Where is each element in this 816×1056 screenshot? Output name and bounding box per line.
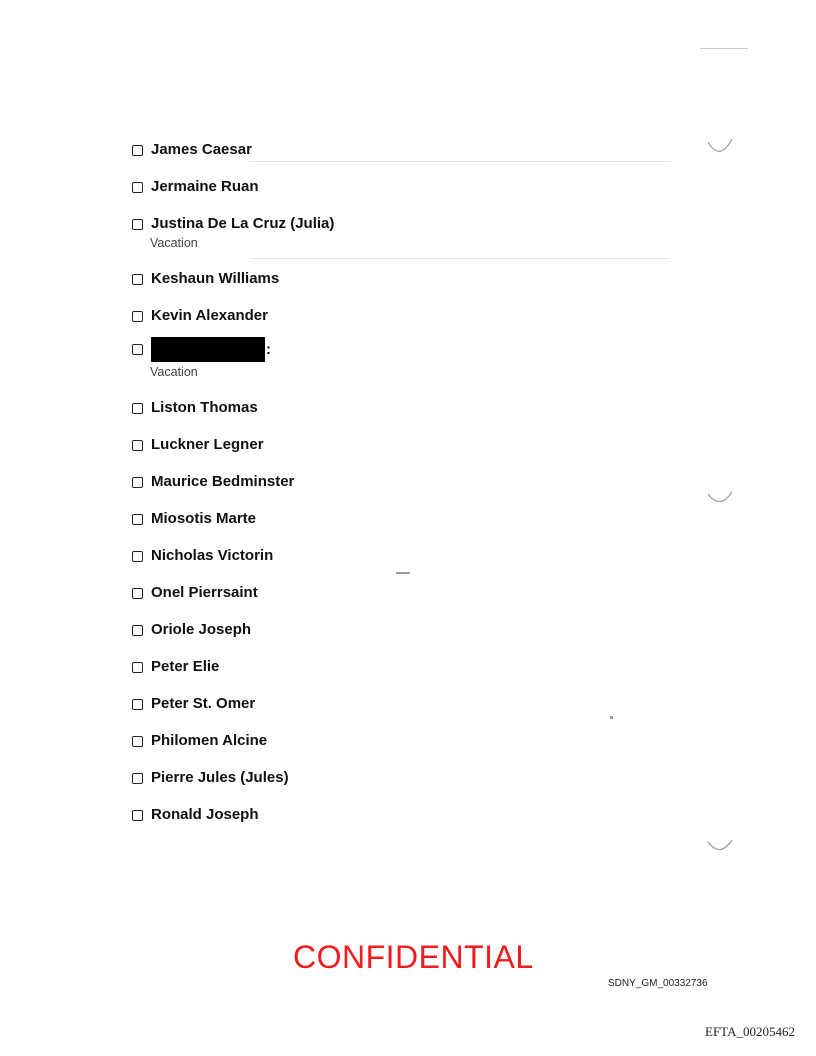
- person-name: Nicholas Victorin: [151, 547, 274, 564]
- list-item: [132, 621, 251, 639]
- checkbox[interactable]: [132, 551, 143, 562]
- checkbox[interactable]: [132, 662, 143, 673]
- person-name: Ronald Joseph: [151, 806, 259, 823]
- list-item: [132, 141, 252, 159]
- list-item: [132, 270, 279, 288]
- list-item: [132, 307, 268, 325]
- checkbox[interactable]: [132, 440, 143, 451]
- list-item: [132, 510, 256, 528]
- checkbox[interactable]: [132, 810, 143, 821]
- person-name: James Caesar: [151, 141, 252, 158]
- checkbox[interactable]: [132, 344, 143, 355]
- checkbox[interactable]: [132, 145, 143, 156]
- person-name: Oriole Joseph: [151, 621, 252, 638]
- list-item: [132, 584, 258, 602]
- redaction-box: [151, 337, 265, 362]
- list-item: [132, 769, 289, 787]
- list-item: [132, 337, 271, 380]
- name-checklist: [132, 0, 732, 1056]
- checkbox[interactable]: [132, 736, 143, 747]
- list-item: [132, 178, 259, 196]
- checkbox[interactable]: [132, 182, 143, 193]
- checkbox[interactable]: [132, 773, 143, 784]
- status-note: Vacation: [150, 236, 198, 250]
- person-name: Keshaun Williams: [151, 270, 280, 287]
- checkbox[interactable]: [132, 514, 143, 525]
- person-name: Philomen Alcine: [151, 732, 268, 749]
- checkbox[interactable]: [132, 588, 143, 599]
- bates-number: SDNY_GM_00332736: [608, 978, 708, 989]
- list-item: [132, 215, 334, 251]
- person-name: Onel Pierrsaint: [151, 584, 258, 601]
- list-item: [132, 436, 264, 454]
- list-item: [132, 732, 267, 750]
- checkbox[interactable]: [132, 219, 143, 230]
- person-name: Maurice Bedminster: [151, 473, 295, 490]
- checkbox[interactable]: [132, 625, 143, 636]
- list-item: [132, 399, 258, 417]
- efta-number: EFTA_00205462: [705, 1024, 795, 1039]
- list-item: [132, 695, 255, 713]
- list-item: [132, 806, 259, 824]
- person-name: Jermaine Ruan: [151, 178, 259, 195]
- checkbox[interactable]: [132, 311, 143, 322]
- checkbox[interactable]: [132, 477, 143, 488]
- person-name: Pierre Jules (Jules): [151, 769, 289, 786]
- list-item: [132, 547, 273, 565]
- person-name: Luckner Legner: [151, 436, 264, 453]
- person-name: Kevin Alexander: [151, 307, 268, 324]
- checkbox[interactable]: [132, 274, 143, 285]
- checkbox[interactable]: [132, 403, 143, 414]
- redaction-tail: :: [266, 341, 271, 358]
- confidential-stamp: CONFIDENTIAL: [293, 939, 534, 975]
- list-item: [132, 473, 294, 491]
- person-name: Peter St. Omer: [151, 695, 256, 712]
- person-name: Liston Thomas: [151, 399, 258, 416]
- person-name: Peter Elie: [151, 658, 220, 675]
- person-name: Justina De La Cruz (Julia): [151, 215, 335, 232]
- list-item: [132, 658, 219, 676]
- person-name: Miosotis Marte: [151, 510, 257, 527]
- status-note: Vacation: [150, 365, 198, 379]
- checkbox[interactable]: [132, 699, 143, 710]
